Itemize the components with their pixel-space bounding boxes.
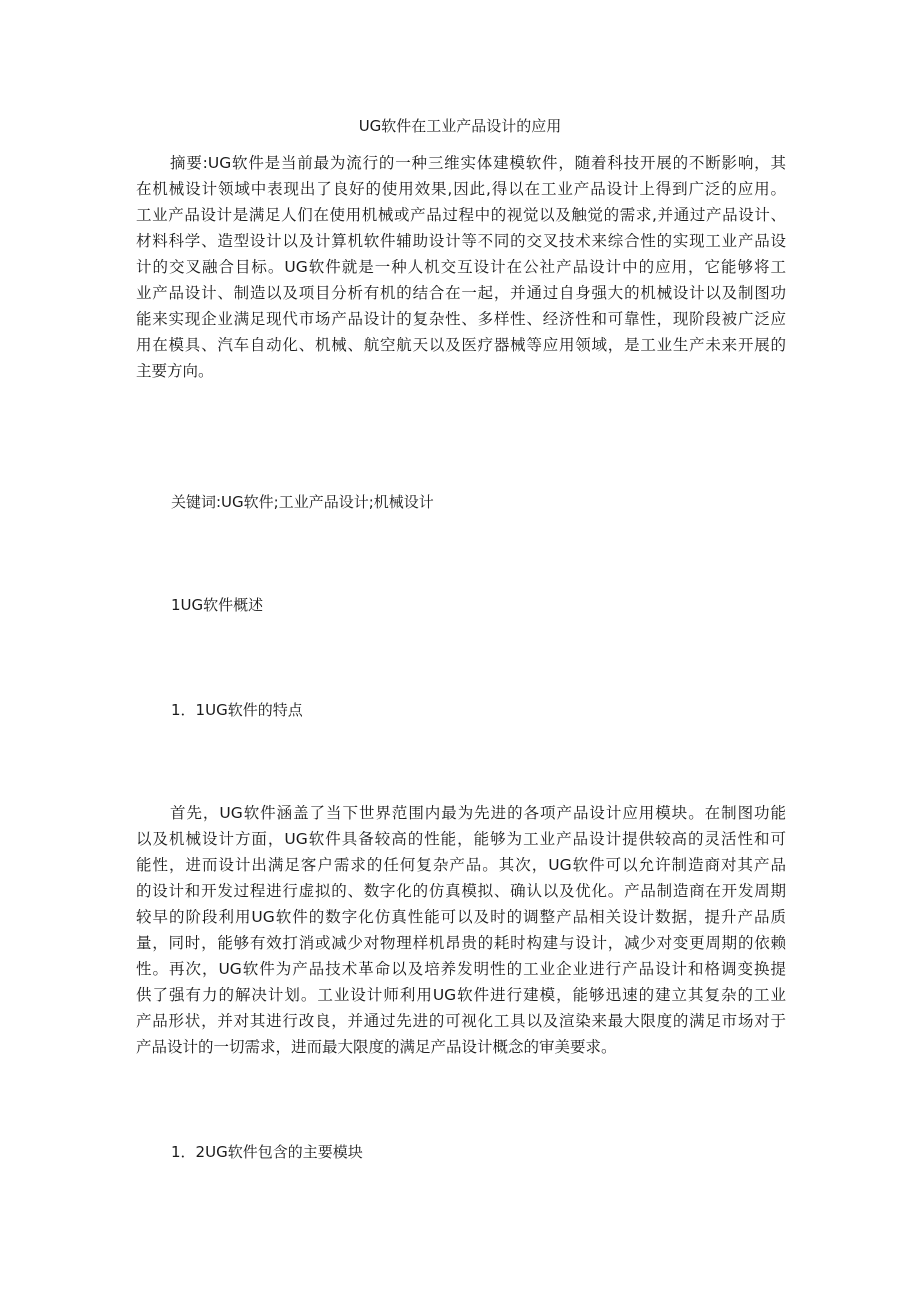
text-line: 主要方向。 <box>136 362 214 380</box>
text-line: 供了强有力的解决计划。工业设计师利用UG软件进行建模，能够迅速的建立其复杂的工业 <box>136 986 786 1004</box>
text-line: 材料科学、造型设计以及计算机软件辅助设计等不同的交叉技术来综合性的实现工业产品设 <box>136 232 786 250</box>
text-line: 产品设计的一切需求，进而最大限度的满足产品设计概念的审美要求。 <box>136 1038 617 1056</box>
abstract-paragraph <box>136 150 786 384</box>
section-heading-1: 1UG软件概述 <box>171 596 264 614</box>
section-heading-1-1: 1．1UG软件的特点 <box>171 701 303 719</box>
body-paragraph <box>136 800 786 1060</box>
section-heading-1-2: 1．2UG软件包含的主要模块 <box>171 1143 363 1161</box>
text-line: 能来实现企业满足现代市场产品设计的复杂性、多样性、经济性和可靠性，现阶段被广泛应 <box>136 310 786 328</box>
text-line: 性。再次，UG软件为产品技术革命以及培养发明性的工业企业进行产品设计和格调变换提 <box>136 960 786 978</box>
document-title: UG软件在工业产品设计的应用 <box>358 117 562 135</box>
text-line: 量，同时，能够有效打消或减少对物理样机昂贵的耗时构建与设计，减少对变更周期的依赖 <box>136 934 786 952</box>
text-line: 以及机械设计方面，UG软件具备较高的性能，能够为工业产品设计提供较高的灵活性和可 <box>136 830 786 848</box>
text-line: 工业产品设计是满足人们在使用机械或产品过程中的视觉以及触觉的需求,并通过产品设计、 <box>136 206 786 224</box>
text-line: 的设计和开发过程进行虚拟的、数字化的仿真模拟、确认以及优化。产品制造商在开发周期 <box>136 882 786 900</box>
text-line: 在机械设计领域中表现出了良好的使用效果,因此,得以在工业产品设计上得到广泛的应用。 <box>136 180 786 198</box>
text-line: 摘要:UG软件是当前最为流行的一种三维实体建模软件，随着科技开展的不断影响，其 <box>170 154 786 172</box>
text-line: 首先，UG软件涵盖了当下世界范围内最为先进的各项产品设计应用模块。在制图功能 <box>170 804 786 822</box>
keywords: 关键词:UG软件;工业产品设计;机械设计 <box>171 493 434 511</box>
text-line: 产品形状，并对其进行改良，并通过先进的可视化工具以及渲染来最大限度的满足市场对于 <box>136 1012 786 1030</box>
text-line: 计的交叉融合目标。UG软件就是一种人机交互设计在公社产品设计中的应用，它能够将工 <box>136 258 786 276</box>
text-line: 能性，进而设计出满足客户需求的任何复杂产品。其次，UG软件可以允许制造商对其产品 <box>136 856 786 874</box>
text-line: 较早的阶段利用UG软件的数字化仿真性能可以及时的调整产品相关设计数据，提升产品质 <box>136 908 786 926</box>
text-line: 业产品设计、制造以及项目分析有机的结合在一起，并通过自身强大的机械设计以及制图功 <box>136 284 786 302</box>
text-line: 用在模具、汽车自动化、机械、航空航天以及医疗器械等应用领域，是工业生产未来开展的 <box>136 336 786 354</box>
